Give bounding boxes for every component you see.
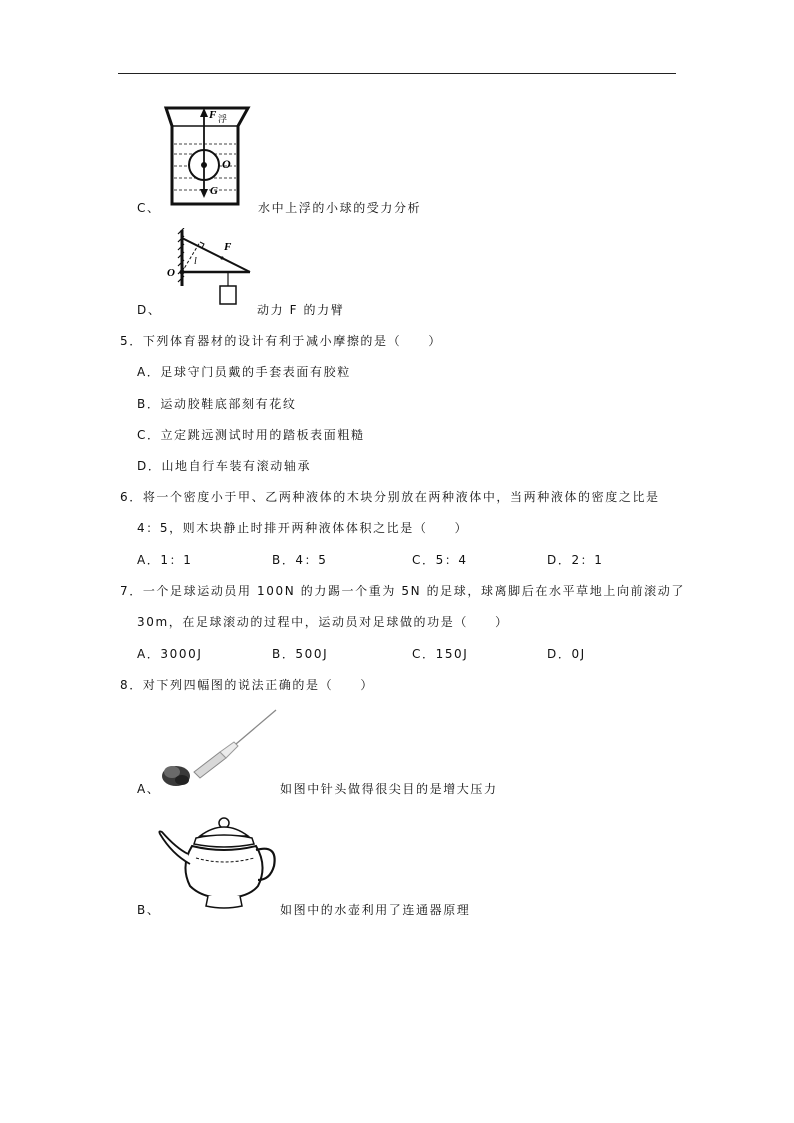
q4-option-d-letter: D、 xyxy=(137,303,162,317)
q5-option-d: D．山地自行车装有滚动轴承 xyxy=(137,459,312,473)
q5-option-a: A．足球守门员戴的手套表面有胶粒 xyxy=(137,365,351,379)
center-label: O xyxy=(222,157,231,171)
force-gravity-label: G xyxy=(210,185,218,197)
q5-option-b: B．运动胶鞋底部刻有花纹 xyxy=(137,397,297,411)
q6-option-d: D．2：1 xyxy=(547,553,604,567)
teapot-figure xyxy=(156,814,280,914)
q6-option-c: C．5：4 xyxy=(412,553,468,567)
q7-option-a: A．3000J xyxy=(137,647,203,661)
pivot-o-label: O xyxy=(167,267,175,279)
q4-option-d-caption: 动力 F 的力臂 xyxy=(257,303,345,317)
q6-stem-line1: 6．将一个密度小于甲、乙两种液体的木块分别放在两种液体中，当两种液体的密度之比是 xyxy=(120,490,660,504)
q7-stem-line1: 7．一个足球运动员用 100N 的力踢一个重为 5N 的足球，球离脚后在水平草地上向前滚动了 xyxy=(120,584,685,598)
q8-option-b-caption: 如图中的水壶利用了连通器原理 xyxy=(280,903,471,917)
arm-l-label: l xyxy=(194,256,197,267)
force-buoyancy-sub: 浮 xyxy=(218,115,228,125)
q8-stem: 8．对下列四幅图的说法正确的是（ ） xyxy=(120,678,375,692)
q5-option-c: C．立定跳远测试时用的踏板表面粗糙 xyxy=(137,428,365,442)
lever-figure xyxy=(164,228,256,314)
force-buoyancy-label: F xyxy=(209,109,217,121)
q6-stem-line2: 4：5，则木块静止时排开两种液体体积之比是（ ） xyxy=(137,521,469,535)
q4-option-c-caption: 水中上浮的小球的受力分析 xyxy=(258,201,422,215)
q6-option-a: A．1：1 xyxy=(137,553,193,567)
q7-option-c: C．150J xyxy=(412,647,469,661)
q6-option-b: B．4：5 xyxy=(272,553,328,567)
q8-option-b-letter: B、 xyxy=(137,903,161,917)
q7-option-b: B．500J xyxy=(272,647,329,661)
q8-option-a-letter: A、 xyxy=(137,782,161,796)
force-f-label: F xyxy=(224,241,232,253)
header-rule xyxy=(118,73,676,74)
q8-option-a-caption: 如图中针头做得很尖目的是增大压力 xyxy=(280,782,498,796)
q5-stem: 5．下列体育器材的设计有利于减小摩擦的是（ ） xyxy=(120,334,443,348)
q4-option-c-letter: C、 xyxy=(137,201,161,215)
q7-stem-line2: 30m，在足球滚动的过程中，运动员对足球做的功是（ ） xyxy=(137,615,509,629)
q7-option-d: D．0J xyxy=(547,647,586,661)
floating-ball-figure xyxy=(162,104,252,208)
syringe-needle-figure xyxy=(150,706,280,796)
